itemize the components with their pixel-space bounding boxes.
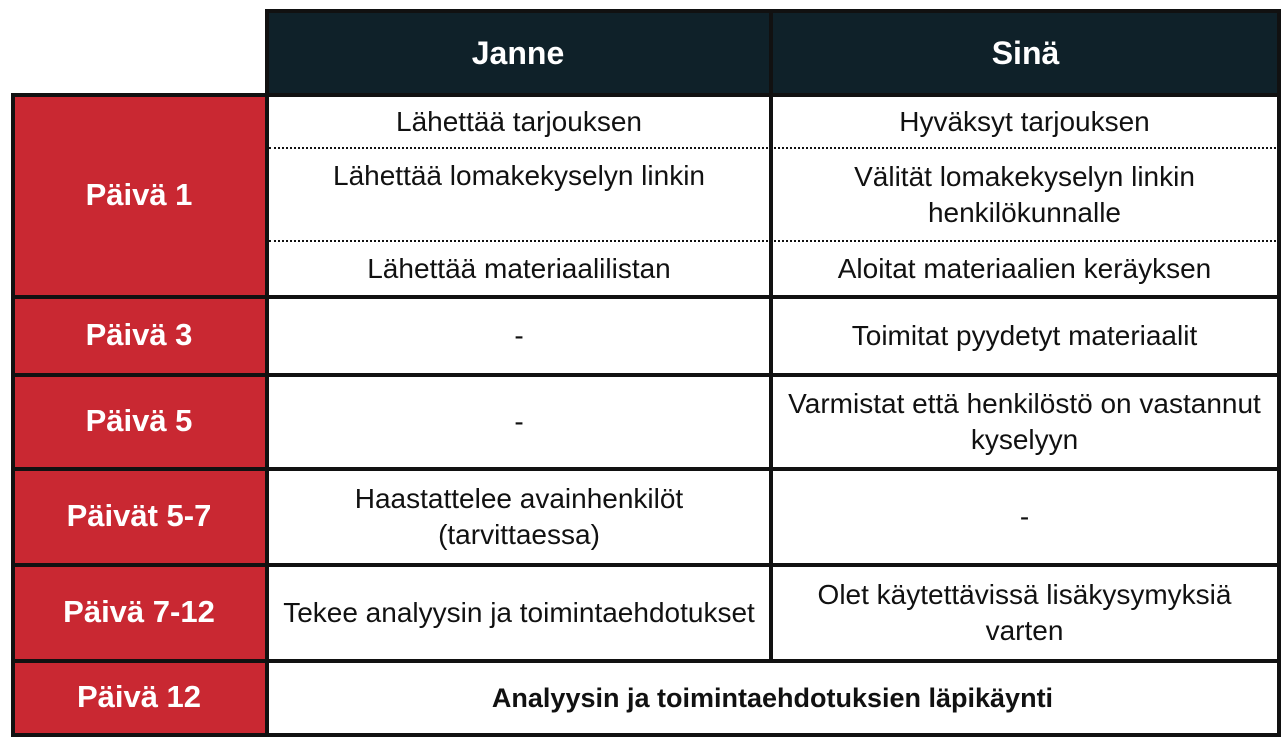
grid-line [769, 9, 773, 663]
day-label-paiva-3: Päivä 3 [11, 295, 267, 375]
cell-janne-day3: - [269, 299, 769, 373]
day-label-paivat-5-7: Päivät 5-7 [11, 467, 267, 565]
cell-janne-send-material-list: Lähettää materiaalilistan [269, 243, 769, 295]
day-label-paiva-7-12: Päivä 7-12 [11, 563, 267, 661]
cell-janne-send-survey-link: Lähettää lomakekyselyn linkin [269, 150, 769, 204]
cell-sina-accept-offer: Hyväksyt tarjouksen [773, 97, 1276, 147]
grid-line [11, 467, 1281, 471]
grid-line [11, 373, 1281, 377]
cell-sina-forward-survey-link: Välität lomakekyselyn linkin henkilökunnalle [773, 150, 1276, 240]
cell-sina-verify-responses: Varmistat että henkilöstö on vastannut kyselyyn [773, 377, 1276, 467]
grid-line [11, 93, 15, 737]
cell-janne-analysis: Tekee analyysin ja toimintaehdotukset [269, 567, 769, 659]
grid-line [1277, 9, 1281, 737]
grid-line [11, 563, 1281, 567]
column-header-janne: Janne [265, 11, 771, 95]
day-label-paiva-12: Päivä 12 [11, 659, 267, 735]
grid-line [265, 9, 269, 737]
grid-line [11, 733, 1281, 737]
cell-sina-day5-7: - [773, 471, 1276, 563]
day-label-paiva-1: Päivä 1 [11, 93, 267, 297]
column-header-sina: Sinä [771, 11, 1280, 95]
cell-sina-start-collecting: Aloitat materiaalien keräyksen [773, 243, 1276, 295]
grid-line [11, 295, 1281, 299]
cell-janne-send-offer: Lähettää tarjouksen [269, 97, 769, 147]
grid-line [11, 659, 1281, 663]
day-label-paiva-5: Päivä 5 [11, 373, 267, 469]
cell-sina-available: Olet käytettävissä lisäkysymyksiä varten [773, 567, 1276, 659]
cell-sina-deliver-materials: Toimitat pyydetyt materiaalit [773, 299, 1276, 373]
grid-line [11, 93, 1281, 97]
cell-janne-day5: - [269, 377, 769, 467]
cell-janne-interviews: Haastattelee avainhenkilöt (tarvittaessa) [269, 471, 769, 563]
cell-joint-review: Analyysin ja toimintaehdotuksien läpikäynti [269, 663, 1276, 733]
grid-line [265, 9, 1281, 13]
